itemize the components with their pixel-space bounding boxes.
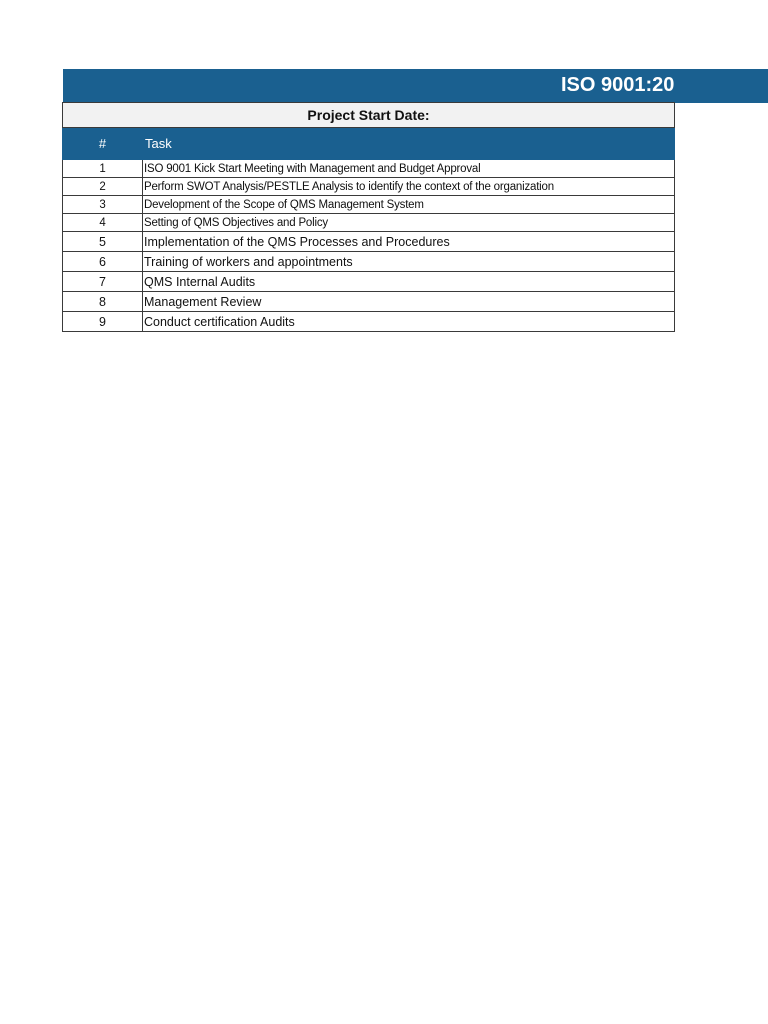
task-name-cell[interactable]: Development of the Scope of QMS Management System xyxy=(143,196,675,214)
table-row xyxy=(63,312,675,332)
task-number-cell[interactable]: 6 xyxy=(63,252,143,272)
task-number-cell[interactable]: 4 xyxy=(63,214,143,232)
title-bar xyxy=(63,69,768,103)
task-name-cell[interactable]: QMS Internal Audits xyxy=(143,272,675,292)
task-name-cell[interactable]: ISO 9001 Kick Start Meeting with Management and Budget Approval xyxy=(143,160,675,178)
task-number-cell[interactable]: 5 xyxy=(63,232,143,252)
column-header-number[interactable]: # xyxy=(63,128,143,160)
task-name-cell[interactable]: Training of workers and appointments xyxy=(143,252,675,272)
table-row xyxy=(63,160,675,178)
task-number-cell[interactable]: 3 xyxy=(63,196,143,214)
table-row xyxy=(63,232,675,252)
start-date-row xyxy=(63,103,675,128)
column-header-task[interactable]: Task xyxy=(143,128,675,160)
table-row xyxy=(63,196,675,214)
start-date-label[interactable]: Project Start Date: xyxy=(63,103,675,128)
task-name-cell[interactable]: Implementation of the QMS Processes and Procedures xyxy=(143,232,675,252)
task-name-cell[interactable]: Perform SWOT Analysis/PESTLE Analysis to identify the context of the organization xyxy=(143,178,675,196)
table-row xyxy=(63,272,675,292)
document-title: ISO 9001:20 xyxy=(561,74,675,96)
task-name-cell[interactable]: Conduct certification Audits xyxy=(143,312,675,332)
task-number-cell[interactable]: 8 xyxy=(63,292,143,312)
table-row xyxy=(63,292,675,312)
title-clip xyxy=(63,69,675,103)
task-number-cell[interactable]: 1 xyxy=(63,160,143,178)
task-name-cell[interactable]: Setting of QMS Objectives and Policy xyxy=(143,214,675,232)
task-number-cell[interactable]: 2 xyxy=(63,178,143,196)
task-name-cell[interactable]: Management Review xyxy=(143,292,675,312)
task-number-cell[interactable]: 9 xyxy=(63,312,143,332)
table-row xyxy=(63,252,675,272)
task-number-cell[interactable]: 7 xyxy=(63,272,143,292)
task-table xyxy=(62,102,675,332)
table-row xyxy=(63,178,675,196)
table-header-row xyxy=(63,128,675,160)
table-row xyxy=(63,214,675,232)
